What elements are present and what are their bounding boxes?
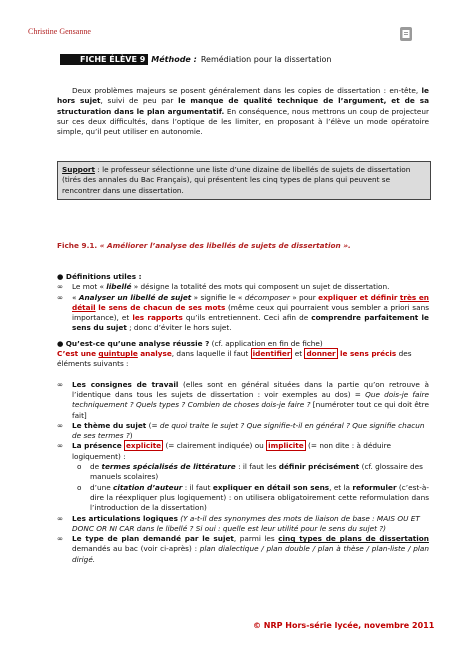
intro-paragraph: Deux problèmes majeurs se posent généralement dans les copies de dissertation : en-tête, le hors sujet, suivi de peu par le manque de qualité technique de l’argument, et de sa structuration dans le plan argumentatif. En conséquence, nous mettrons un coup de projecteur sur ces deux difficultés, dans l’optique de les limiter, en proposant à l’élève un mode opératoire simple, qu’il peut utiliser en autonomie. xyxy=(57,86,429,137)
analyse-title: ● Qu’est-ce qu’une analyse réussie ? (cf. application en fin de fiche) xyxy=(57,338,323,348)
circle-bullet-icon: o xyxy=(77,462,82,472)
infinity-bullet-icon: ∞ xyxy=(57,379,64,389)
definitions-section xyxy=(57,272,429,565)
list-item: ∞ Le mot « libellé » désigne la totalité des mots qui composent un sujet de dissertation. xyxy=(57,282,390,292)
infinity-bullet-icon: ∞ xyxy=(57,292,64,302)
bullet-icon: ● xyxy=(57,272,64,281)
support-label: Support xyxy=(62,165,95,174)
list-item-termes: o de termes spécialisés de littérature : il faut les définir précisément (cf. glossaire des manuels scolaires) xyxy=(77,462,423,482)
list-item-plan: ∞ Le type de plan demandé par le sujet, parmi les cinq types de plans de dissertation demandés au bac (voir ci-après) : plan dialectique / plan double / plan à thèse / plan-liste / plan dirigé. xyxy=(57,534,429,564)
fiche-tag: FICHE ÉLÈVE 9 xyxy=(60,54,148,65)
list-item-consignes: ∞ Les consignes de travail (elles sont en général situées dans la partie qu’on retrouve à l’identique dans tous les sujets de dissertation : voir exemples au dos) = Que dois-je faire techniquement ? Quels types ? Combien de choses dois-je faire ? [numéroter tout ce qui doit être fait] xyxy=(57,379,429,420)
document-icon[interactable] xyxy=(399,26,413,42)
infinity-bullet-icon: ∞ xyxy=(57,513,64,523)
fiche-subtitle: Remédiation pour la dissertation xyxy=(200,55,332,64)
support-text: : le professeur sélectionne une liste d’une dizaine de libellés de sujets de dissertation (tirés des annales du Bac Français), qui présentent les cinq types de plans qui peuvent se rencontrer dans une dissertation. xyxy=(62,165,411,195)
infinity-bullet-icon: ∞ xyxy=(57,282,64,292)
analyse-intro: C’est une quintuple analyse, dans laquelle il faut identifier et donner le sens précis des éléments suivants : xyxy=(57,349,412,369)
circle-bullet-icon: o xyxy=(77,482,82,492)
infinity-bullet-icon: ∞ xyxy=(57,420,64,430)
list-item-citation: o d’une citation d’auteur : il faut expliquer en détail son sens, et la reformuler (c’est-à-dire la réexpliquer plus logiquement) : on utilisera obligatoirement cette reformulation dans l’introduction de la dissertation) xyxy=(77,482,429,513)
infinity-bullet-icon: ∞ xyxy=(57,534,64,544)
infinity-bullet-icon: ∞ xyxy=(57,441,64,451)
definitions-title: ● Définitions utiles : xyxy=(57,272,142,281)
list-item-articulations: ∞ Les articulations logiques (Y a-t-il des synonymes des mots de liaison de base : MAIS OU ET DONC OR NI CAR dans le libellé ? Si oui : quelle est leur utilité pour le sens du sujet ?) xyxy=(57,513,420,533)
methode-label: Méthode : xyxy=(151,55,197,64)
list-item-presence: ∞ La présence explicite (= clairement indiquée) ou implicite (= non dite : à déduire logiquement) : xyxy=(57,441,391,461)
list-item: ∞ « Analyser un libellé de sujet » signifie le « décomposer » pour expliquer et définir très en détail le sens de chacun de ses mots (même ceux qui pourraient vous sembler a priori sans importance), et les rapports qu’ils entretiennent. Ceci afin de comprendre parfaitement le sens du sujet ; donc d’éviter le hors sujet. xyxy=(57,292,430,333)
list-item-theme: ∞ Le thème du sujet (= de quoi traite le sujet ? Que signifie-t-il en général ? Que signifie chacun de ses termes ?) xyxy=(57,420,425,441)
bullet-icon: ● xyxy=(57,338,64,348)
author-name: Christine Gensanne xyxy=(28,27,91,36)
fiche-header xyxy=(60,55,332,64)
footer-copyright: © NRP Hors-série lycée, novembre 2011 xyxy=(253,621,435,630)
support-box xyxy=(57,161,431,200)
fiche-9-1-title: Fiche 9.1. « Améliorer l’analyse des libellés de sujets de dissertation ». xyxy=(57,241,351,250)
